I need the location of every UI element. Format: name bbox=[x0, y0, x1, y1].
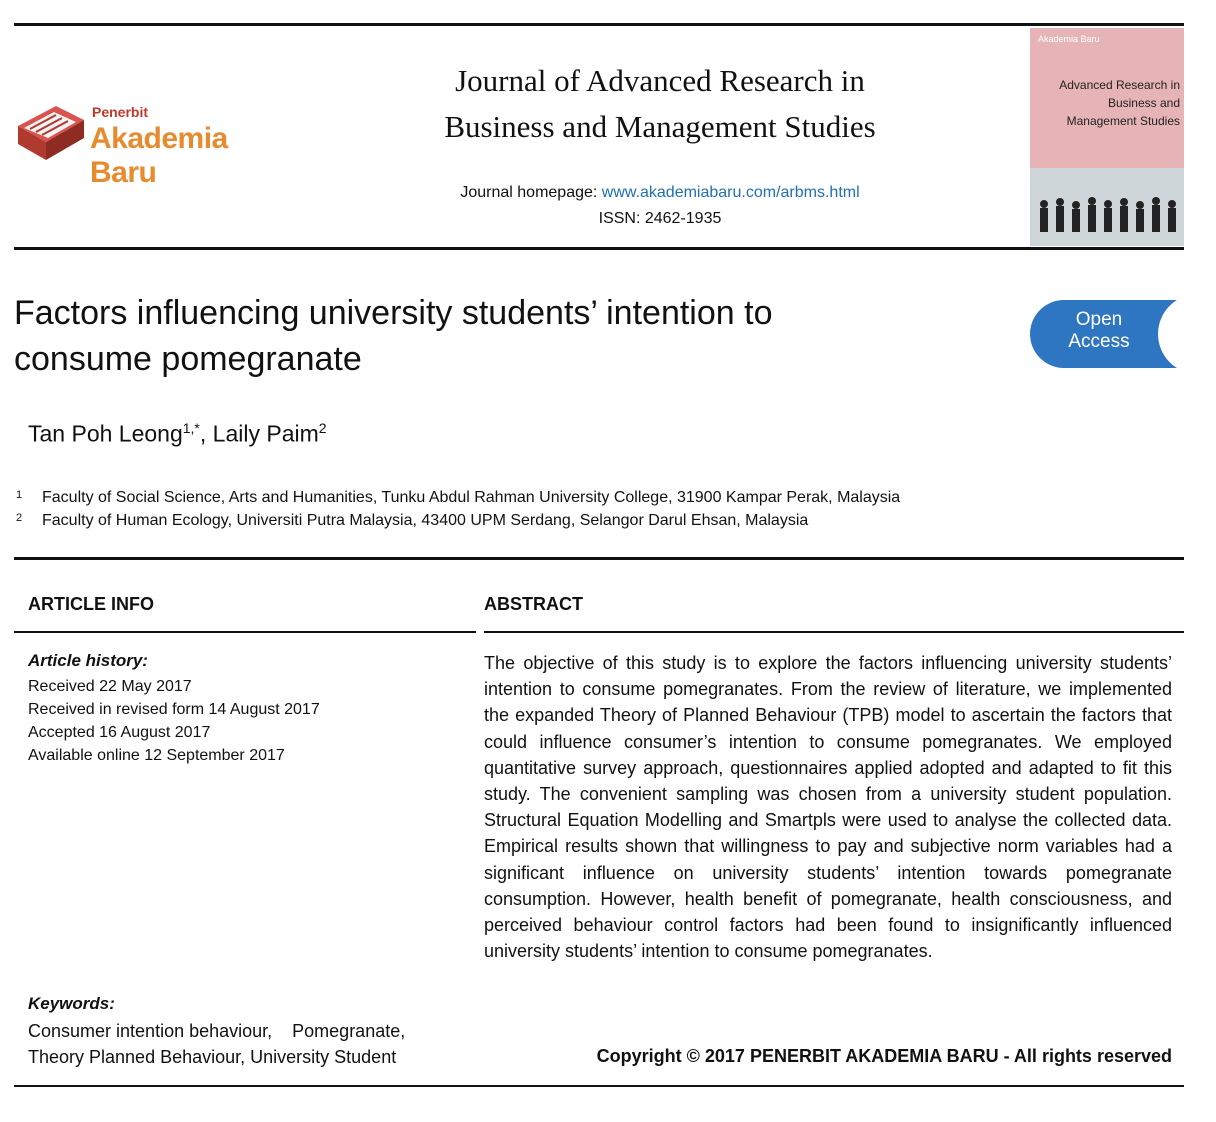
open-access-label bbox=[1064, 309, 1134, 353]
cover-title-line3: Management Studies bbox=[1066, 114, 1180, 128]
journal-title bbox=[340, 58, 980, 150]
logo-small-text: Penerbit bbox=[92, 104, 149, 120]
people-silhouette-icon bbox=[1030, 168, 1184, 246]
history-item: Received 22 May 2017 bbox=[28, 678, 192, 695]
author-affiliation-marker: 2 bbox=[318, 420, 327, 436]
history-item: Accepted 16 August 2017 bbox=[28, 724, 211, 741]
header-top-rule bbox=[14, 23, 1184, 26]
cover-title-line1: Advanced Research in bbox=[1059, 78, 1180, 92]
author-name: Laily Paim bbox=[212, 420, 319, 447]
akademia-baru-logo-icon bbox=[14, 102, 90, 164]
affiliation-number: 2 bbox=[16, 512, 23, 524]
cover-title bbox=[1059, 76, 1180, 130]
homepage-label: Journal homepage: bbox=[460, 184, 602, 201]
article-info-header-rule bbox=[14, 631, 476, 633]
abstract-text: The objective of this study is to explore the factors influencing university students’ intention to consume pomegranates. From the review of literature, we implemented the expanded Theory of Planned Behaviour (TPB) model to ascertain the factors that could influence consumer’s intention to consume pomegranates. We employed quantitative survey approach, questionnaires applied adopted and adapted to fit this study. The convenient sampling was chosen from a university student population. Structural Equation Modelling and Smartpls were used to analyse the collected data. Empirical results shown that willingness to pay and subjective norm variables had a significant influence on university students’ intention towards pomegranate consumption. However, health benefit of pomegranate, health consciousness, and perceived behaviour control factors had been found to insignificantly influenced university students’ intention to consume pomegranates. bbox=[484, 653, 1172, 962]
header-bottom-rule bbox=[14, 247, 1184, 250]
issn: ISSN: 2462-1935 bbox=[598, 210, 722, 227]
cover-brand: Akademia Baru bbox=[1038, 34, 1100, 44]
journal-title-line1: Journal of Advanced Research in bbox=[455, 63, 865, 98]
author-affiliation-marker: 1,* bbox=[182, 420, 200, 436]
keywords-line: Theory Planned Behaviour, University Student bbox=[28, 1047, 397, 1067]
journal-title-line2: Business and Management Studies bbox=[444, 109, 876, 144]
abstract-header-rule bbox=[484, 631, 1184, 633]
affiliation-number: 1 bbox=[16, 489, 23, 501]
affiliation-text: Faculty of Human Ecology, Universiti Putra Malaysia, 43400 UPM Serdang, Selangor Darul Ehsan, Malaysia bbox=[42, 512, 809, 529]
article-history-heading: Article history: bbox=[28, 651, 148, 670]
homepage-link[interactable]: www.akademiabaru.com/arbms.html bbox=[601, 184, 860, 201]
author-name: Tan Poh Leong bbox=[28, 420, 183, 447]
affiliation-item bbox=[16, 512, 808, 530]
journal-homepage-block bbox=[340, 180, 980, 232]
history-item: Received in revised form 14 August 2017 bbox=[28, 701, 320, 718]
paper-title-line2: consume pomegranate bbox=[14, 340, 362, 378]
journal-cover-image bbox=[1030, 28, 1184, 246]
author-list bbox=[28, 420, 327, 448]
logo-name: Akademia Baru bbox=[90, 122, 228, 189]
paper-title bbox=[14, 290, 914, 382]
abstract-heading: ABSTRACT bbox=[484, 594, 583, 614]
publisher-logo bbox=[12, 100, 292, 189]
keywords-heading: Keywords: bbox=[28, 994, 115, 1013]
cover-title-line2: Business and bbox=[1107, 96, 1180, 110]
open-access-line2: Access bbox=[1068, 331, 1130, 352]
article-info-heading: ARTICLE INFO bbox=[28, 594, 154, 614]
paper-title-line1: Factors influencing university students’ intention to bbox=[14, 294, 773, 332]
info-top-rule bbox=[14, 557, 1184, 560]
author-separator: , bbox=[199, 420, 213, 447]
homepage-line bbox=[340, 180, 980, 206]
keywords-line: Consumer intention behaviour, Pomegranate, bbox=[28, 1021, 406, 1041]
open-access-badge[interactable] bbox=[1030, 300, 1184, 368]
open-access-notch bbox=[1158, 300, 1184, 368]
copyright-notice: Copyright © 2017 PENERBIT AKADEMIA BARU - All rights reserved bbox=[596, 1046, 1172, 1066]
affiliation-text: Faculty of Social Science, Arts and Humanities, Tunku Abdul Rahman University College, 31900 Kampar Perak, Malaysia bbox=[42, 489, 901, 506]
open-access-line1: Open bbox=[1075, 309, 1123, 330]
cover-photo-band bbox=[1030, 168, 1184, 246]
info-bottom-rule bbox=[14, 1085, 1184, 1087]
history-item: Available online 12 September 2017 bbox=[28, 747, 285, 764]
affiliation-item bbox=[16, 489, 900, 507]
